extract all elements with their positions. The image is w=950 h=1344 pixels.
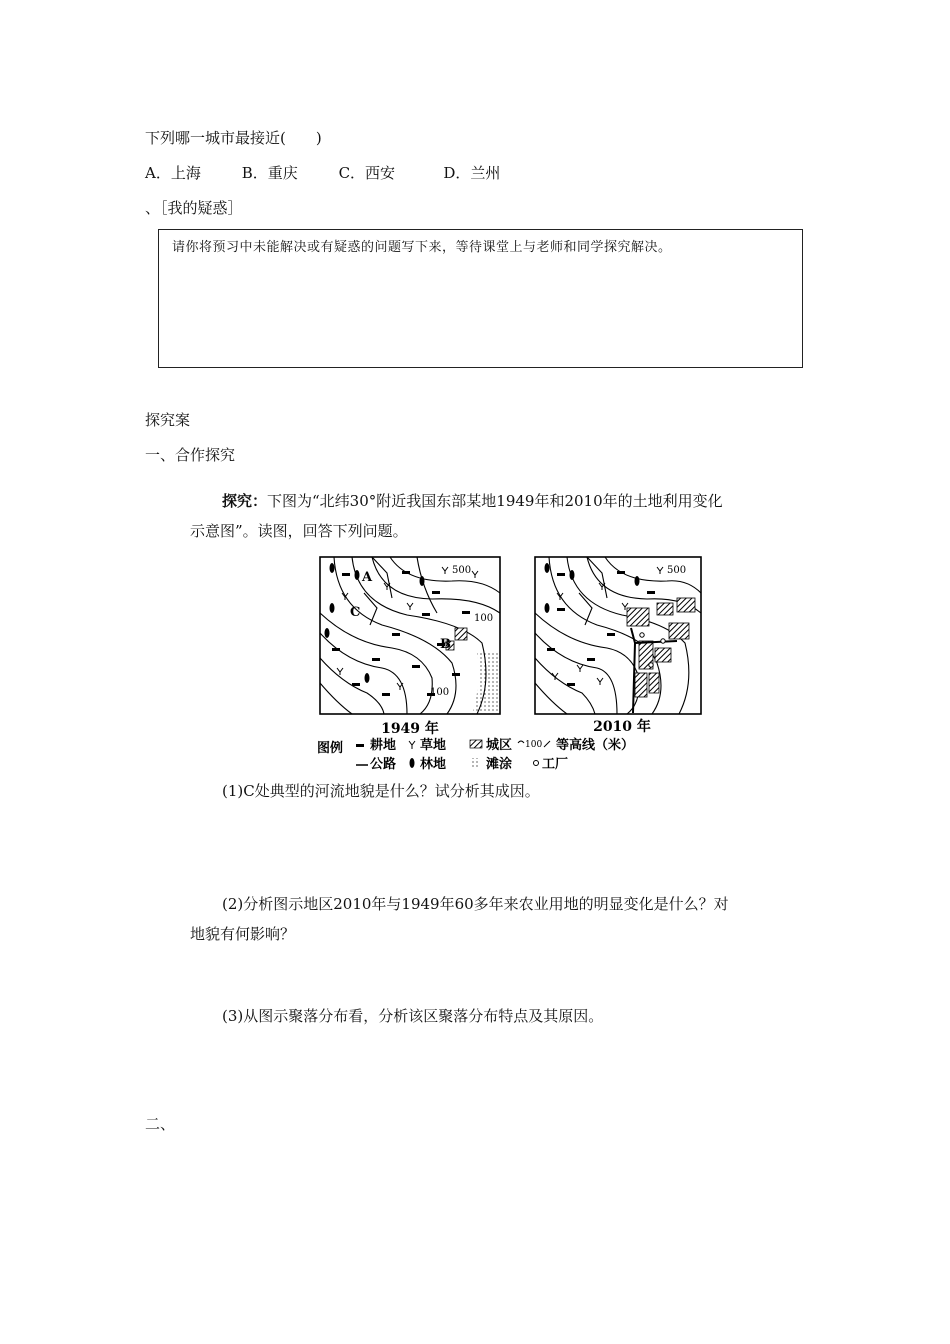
point-b-label: B — [440, 637, 451, 652]
map-legend — [317, 737, 634, 772]
explore-text: 下图为“北纬30°附近我国东部某地1949年和2010年的土地利用变化 — [267, 492, 723, 510]
question-3: (3)从图示聚落分布看，分析该区聚落分布特点及其原因。 — [222, 1007, 604, 1025]
option-a: A．上海 — [145, 164, 201, 182]
answer-options — [145, 163, 500, 183]
doubt-heading: 、［我的疑惑］ — [145, 199, 243, 217]
urban-area-1949 — [455, 628, 467, 640]
legend-road: 公路 — [370, 757, 397, 772]
option-b: B．重庆 — [241, 164, 298, 182]
contour-500-label-2010: 500 — [667, 565, 687, 576]
legend-contour: 等高线（米） — [556, 738, 635, 753]
contour-100-label-1949: 100 — [474, 613, 494, 624]
legend-title: 图例 — [317, 741, 344, 756]
map-2010-caption: 2010 年 — [593, 719, 651, 735]
question-2-line2: 地貌有何影响？ — [190, 925, 296, 943]
section-one-heading: 一、合作探究 — [145, 446, 236, 464]
point-c-label: C — [350, 605, 361, 620]
question-1: (1)C处典型的河流地貌是什么？试分析其成因。 — [222, 782, 540, 800]
legend-contour-sample: 100 — [525, 740, 543, 750]
doubt-box-prompt: 请你将预习中未能解决或有疑惑的问题写下来，等待课堂上与老师和同学探究解决。 — [172, 240, 672, 255]
explore-intro-line1 — [222, 491, 723, 511]
legend-forest: 林地 — [420, 757, 447, 772]
map-2010 — [535, 557, 701, 735]
option-d: D．兰州 — [443, 164, 501, 182]
doubt-box[interactable] — [158, 229, 803, 368]
question-city: 下列哪一城市最接近( ) — [145, 129, 322, 147]
contour-100-label-1949-b: 100 — [430, 687, 450, 698]
question-2-line1: (2)分析图示地区2010年与1949年60多年来农业用地的明显变化是什么？对 — [222, 895, 729, 913]
explore-label: 探究： — [222, 492, 268, 510]
explore-intro-line2: 示意图”。读图，回答下列问题。 — [190, 522, 408, 540]
explore-title: 探究案 — [145, 411, 191, 429]
legend-beach: 滩涂 — [486, 757, 513, 772]
legend-farmland: 耕地 — [370, 738, 397, 753]
legend-grassland: 草地 — [420, 738, 447, 753]
land-use-map-figure — [312, 553, 712, 775]
contour-500-label-1949: 500 — [452, 565, 472, 576]
point-a-label: A — [362, 570, 373, 585]
legend-urban: 城区 — [486, 738, 513, 753]
map-1949-caption: 1949 年 — [381, 721, 439, 737]
section-two-heading: 二、 — [145, 1115, 176, 1133]
legend-factory: 工厂 — [542, 757, 569, 772]
option-c: C．西安 — [338, 164, 396, 182]
map-1949 — [320, 557, 500, 737]
